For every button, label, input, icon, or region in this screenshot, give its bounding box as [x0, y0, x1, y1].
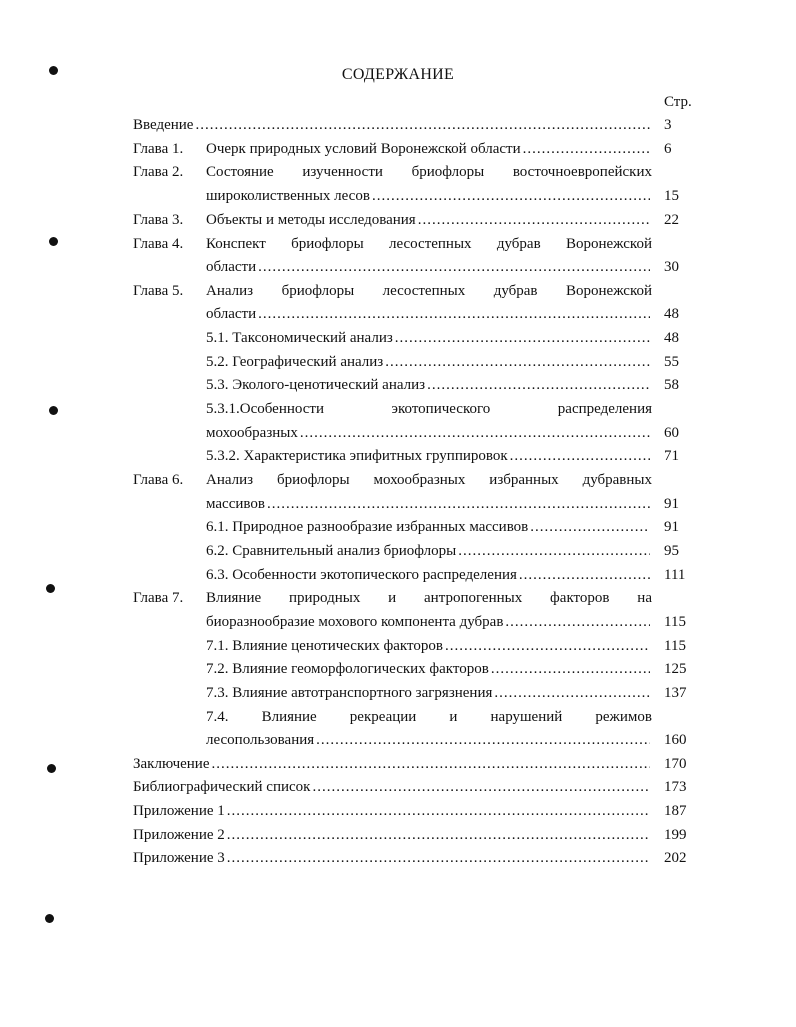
toc-entry-text: 7.3. Влияние автотранспортного загрязнения [206, 685, 493, 701]
leader-dots [523, 140, 650, 158]
punch-hole-mark [45, 914, 54, 923]
toc-page-number: 60 [664, 425, 679, 441]
toc-entry-line1: Состояние изученности бриофлоры восточноевропейских [206, 164, 652, 180]
leader-dots [445, 637, 650, 655]
toc-page-number: 15 [664, 188, 679, 204]
toc-entry-text: области [206, 306, 257, 322]
toc-entry[interactable] [133, 802, 652, 820]
leader-dots [458, 542, 650, 560]
toc-entry[interactable] [206, 376, 652, 394]
leader-dots [267, 495, 650, 513]
toc-page-number: 125 [664, 661, 687, 677]
toc-entry-text: Объекты и методы исследования [206, 212, 416, 228]
toc-entry[interactable] [206, 495, 652, 513]
toc-page-number: 111 [664, 567, 686, 583]
toc-entry-line1: 5.3.1.Особенности экотопического распределения [206, 401, 652, 417]
toc-entry[interactable] [133, 116, 652, 134]
punch-hole-mark [49, 237, 58, 246]
toc-entry-text: широколиственных лесов [206, 188, 370, 204]
leader-dots [195, 116, 650, 134]
toc-entry[interactable] [206, 684, 652, 702]
leader-dots [395, 329, 650, 347]
toc-entry-line1: 7.4. Влияние рекреации и нарушений режимов [206, 709, 652, 725]
leader-dots [427, 376, 650, 394]
punch-hole-mark [49, 406, 58, 415]
toc-page-number: 58 [664, 377, 679, 393]
chapter-label: Глава 4. [133, 236, 184, 252]
toc-page-number: 199 [664, 827, 687, 843]
toc-entry-text: 5.3. Эколого-ценотический анализ [206, 377, 426, 393]
chapter-label: Глава 2. [133, 164, 184, 180]
toc-entry-text: Заключение [133, 756, 210, 772]
leader-dots [258, 305, 650, 323]
toc-entry[interactable] [133, 849, 652, 867]
toc-page-number: 137 [664, 685, 687, 701]
leader-dots [530, 518, 650, 536]
page-column-header: Стр. [664, 94, 692, 110]
toc-entry-line1: Конспект бриофлоры лесостепных дубрав Воронежской [206, 236, 652, 252]
toc-entry-text: Введение [133, 117, 194, 133]
toc-entry[interactable] [206, 305, 652, 323]
toc-page-number: 115 [664, 638, 686, 654]
toc-entry[interactable] [206, 542, 652, 560]
toc-page-number: 173 [664, 779, 687, 795]
chapter-label: Глава 1. [133, 141, 184, 157]
leader-dots [227, 802, 650, 820]
leader-dots [519, 566, 650, 584]
toc-entry[interactable] [206, 660, 652, 678]
punch-hole-mark [47, 764, 56, 773]
chapter-label: Глава 6. [133, 472, 184, 488]
toc-entry[interactable] [206, 566, 652, 584]
toc-page-number: 91 [664, 496, 679, 512]
toc-entry-text: 7.2. Влияние геоморфологических факторов [206, 661, 489, 677]
leader-dots [227, 826, 650, 844]
chapter-label: Глава 3. [133, 212, 184, 228]
toc-entry[interactable] [206, 140, 652, 158]
toc-page-number: 95 [664, 543, 679, 559]
toc-entry[interactable] [206, 211, 652, 229]
leader-dots [510, 447, 650, 465]
toc-page-number: 3 [664, 117, 672, 133]
toc-entry-text: биоразнообразие мохового компонента дубрав [206, 614, 504, 630]
toc-entry-line1: Влияние природных и антропогенных факторов на [206, 590, 652, 606]
toc-page-number: 160 [664, 732, 687, 748]
leader-dots [372, 187, 650, 205]
chapter-label: Глава 7. [133, 590, 184, 606]
toc-entry-text: мохообразных [206, 425, 298, 441]
toc-entry-text: 5.3.2. Характеристика эпифитных группировок [206, 448, 508, 464]
leader-dots [491, 660, 650, 678]
toc-entry[interactable] [206, 637, 652, 655]
toc-page-number: 48 [664, 330, 679, 346]
toc-entry[interactable] [206, 258, 652, 276]
toc-entry[interactable] [206, 424, 652, 442]
toc-entry-text: 5.2. Географический анализ [206, 354, 384, 370]
toc-entry-line1: Анализ бриофлоры лесостепных дубрав Воронежской [206, 283, 652, 299]
toc-entry[interactable] [206, 518, 652, 536]
toc-entry[interactable] [133, 755, 652, 773]
toc-entry-text: 5.1. Таксономический анализ [206, 330, 393, 346]
toc-entry-text: 7.1. Влияние ценотических факторов [206, 638, 443, 654]
toc-entry[interactable] [133, 826, 652, 844]
toc-entry[interactable] [206, 447, 652, 465]
toc-page-number: 170 [664, 756, 687, 772]
toc-entry[interactable] [206, 613, 652, 631]
leader-dots [300, 424, 650, 442]
toc-entry-text: Приложение 1 [133, 803, 225, 819]
leader-dots [418, 211, 650, 229]
page-title: СОДЕРЖАНИЕ [341, 66, 455, 83]
toc-entry-text: Приложение 3 [133, 850, 225, 866]
toc-entry-text: 6.1. Природное разнообразие избранных массивов [206, 519, 529, 535]
toc-page-number: 30 [664, 259, 679, 275]
toc-page-number: 55 [664, 354, 679, 370]
toc-entry-line1: Анализ бриофлоры мохообразных избранных дубравных [206, 472, 652, 488]
leader-dots [227, 849, 650, 867]
toc-page-number: 91 [664, 519, 679, 535]
leader-dots [212, 755, 651, 773]
toc-page-number: 6 [664, 141, 672, 157]
toc-page-number: 187 [664, 803, 687, 819]
toc-entry[interactable] [133, 778, 652, 796]
chapter-label: Глава 5. [133, 283, 184, 299]
toc-page-number: 115 [664, 614, 686, 630]
leader-dots [258, 258, 650, 276]
toc-entry-text: Очерк природных условий Воронежской области [206, 141, 521, 157]
leader-dots [505, 613, 650, 631]
toc-page-number: 48 [664, 306, 679, 322]
toc-entry[interactable] [206, 187, 652, 205]
toc-entry[interactable] [206, 731, 652, 749]
toc-entry-text: 6.2. Сравнительный анализ бриофлоры [206, 543, 457, 559]
toc-entry[interactable] [206, 353, 652, 371]
toc-entry-text: массивов [206, 496, 265, 512]
toc-entry-text: Библиографический список [133, 779, 311, 795]
toc-entry-text: лесопользования [206, 732, 315, 748]
toc-page-number: 22 [664, 212, 679, 228]
toc-entry-text: области [206, 259, 257, 275]
toc-page-number: 202 [664, 850, 687, 866]
leader-dots [385, 353, 650, 371]
toc-entry-text: 6.3. Особенности экотопического распределения [206, 567, 517, 583]
leader-dots [316, 731, 650, 749]
leader-dots [494, 684, 650, 702]
punch-hole-mark [46, 584, 55, 593]
toc-entry[interactable] [206, 329, 652, 347]
toc-entry-text: Приложение 2 [133, 827, 225, 843]
toc-page-number: 71 [664, 448, 679, 464]
leader-dots [312, 778, 650, 796]
